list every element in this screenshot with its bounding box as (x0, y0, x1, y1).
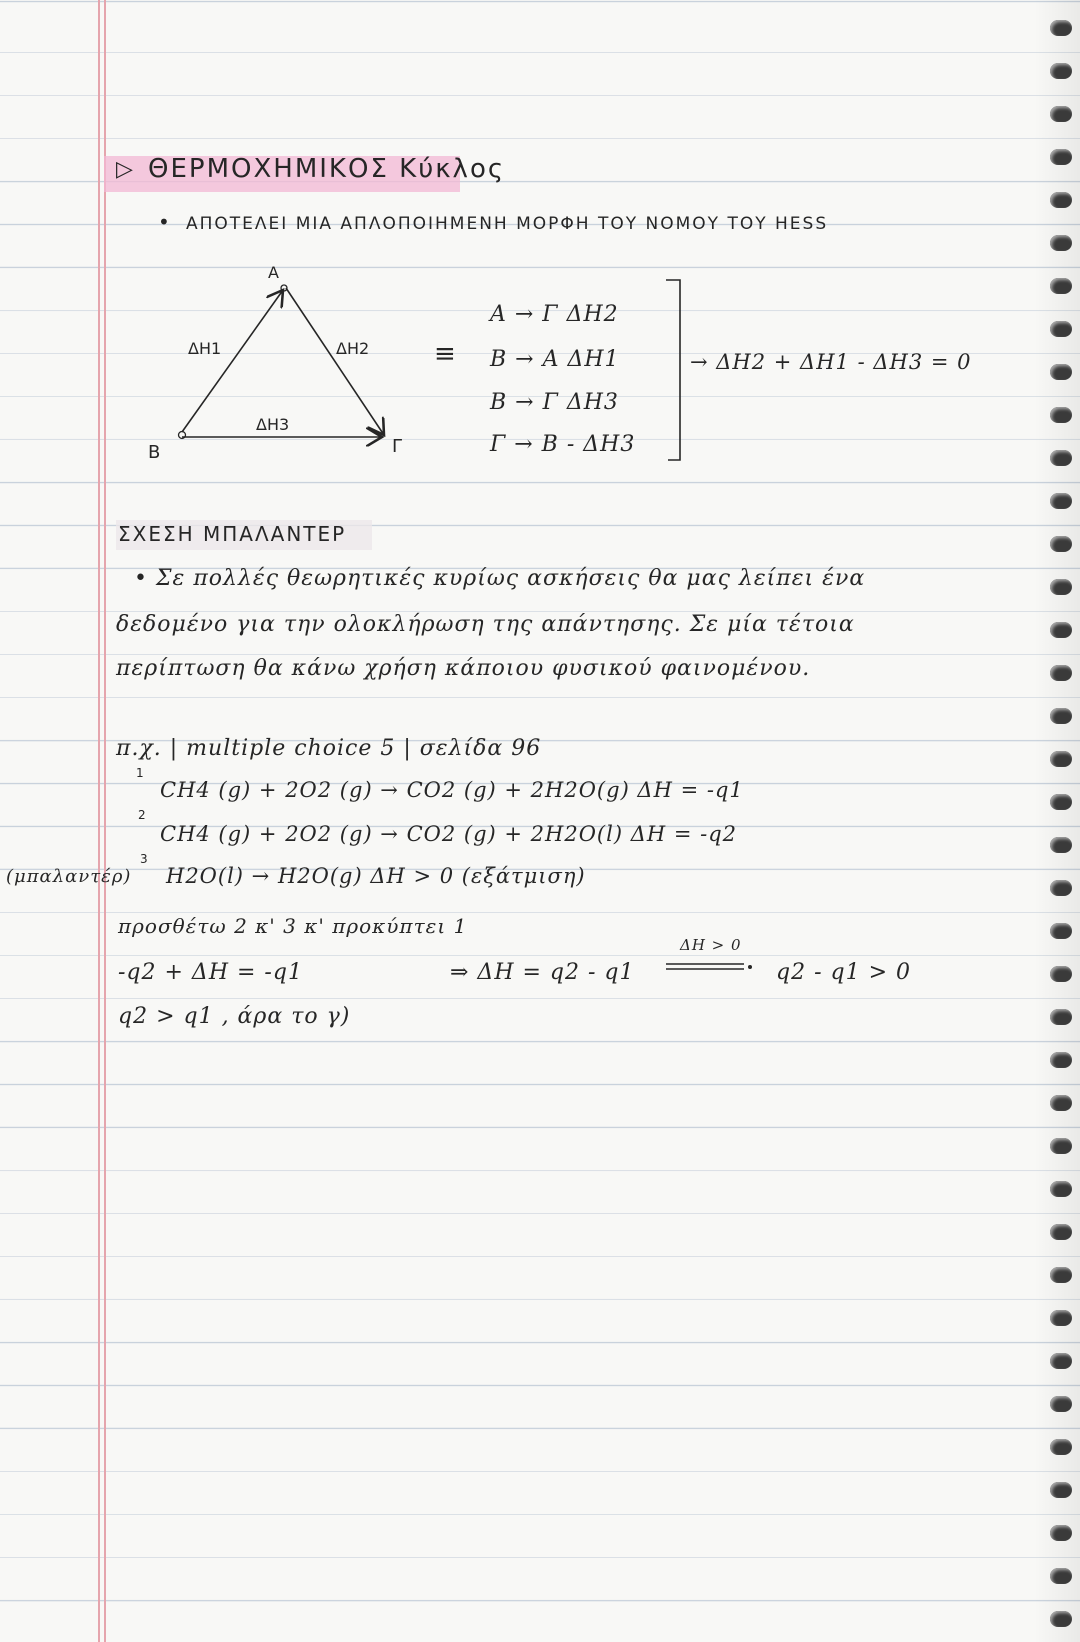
step-2: Β → Α ΔΗ1 (490, 347, 620, 372)
implication-arrow (664, 958, 754, 978)
thermochemical-cycle-diagram (130, 260, 430, 485)
vertex-a-label: A (268, 263, 279, 282)
example-reference: π.χ. | multiple choice 5 | σελίδα 96 (116, 736, 542, 761)
edge-bottom-label: ΔΗ3 (256, 415, 290, 434)
step-3: Β → Γ ΔΗ3 (490, 390, 619, 415)
edge-a-to-g (286, 288, 384, 435)
step-4: Γ → Β - ΔΗ3 (490, 432, 636, 457)
equivalence-sign: ≡ (434, 339, 456, 369)
paragraph-line-2: δεδομένο για την ολοκλήρωση της απάντησης. Σε μία τέτοια (116, 612, 855, 637)
margin-line (98, 0, 100, 1642)
step-1: Α → Γ ΔΗ2 (490, 302, 619, 327)
paragraph-line-1: • Σε πολλές θεωρητικές κυρίως ασκήσεις θα μας λείπει ένα (134, 566, 866, 591)
delta-h-result: ⇒ ΔΗ = q2 - q1 (450, 960, 635, 985)
steps-bracket (664, 278, 684, 464)
reaction-3: H2O(l) → H2O(g) ΔΗ > 0 (εξάτμιση) (166, 864, 586, 888)
conclusion: q2 > q1 , άρα το γ) (118, 1004, 351, 1029)
page-title: ΘΕΡΜΟΧΗΜΙΚΟΣ Κύκλος (148, 154, 506, 184)
edge-right-label: ΔΗ2 (336, 339, 370, 358)
section-title: ΣΧΕΣΗ ΜΠΑΛΑΝΤΕΡ (118, 522, 347, 546)
definition-text: ΑΠΟΤΕΛΕΙ ΜΙΑ ΑΠΛΟΠΟΙΗΜΕΝΗ ΜΟΡΦΗ ΤΟΥ ΝΟΜΟΥ ΤΟΥ HESS (186, 214, 829, 234)
edge-left-label: ΔΗ1 (188, 339, 222, 358)
reaction-2: CH4 (g) + 2O2 (g) → CO2 (g) + 2H2O(l) ΔΗ = -q2 (160, 822, 738, 846)
addition-note: προσθέτω 2 κ' 3 κ' προκύπτει 1 (118, 914, 468, 938)
margin-line-second (104, 0, 106, 1642)
reaction-number-1: 1 (136, 766, 144, 780)
vertex-b-label: B (148, 442, 161, 463)
paragraph-line-3: περίπτωση θα κάνω χρήση κάποιου φυσικού φαινομένου. (116, 656, 811, 681)
spiral-binding (1034, 0, 1080, 1642)
cycle-result: → ΔΗ2 + ΔΗ1 - ΔΗ3 = 0 (690, 350, 972, 374)
reaction-1: CH4 (g) + 2O2 (g) → CO2 (g) + 2H2O(g) ΔΗ = -q1 (160, 778, 744, 802)
edge-b-to-a (182, 290, 283, 432)
arrow-condition: ΔΗ > 0 (680, 936, 742, 954)
reaction-number-2: 2 (138, 808, 146, 822)
vertex-g-label: Γ (392, 436, 403, 457)
reaction-number-3: 3 (140, 852, 148, 866)
title-marker: ▷ (116, 157, 133, 182)
reaction-3-label: (μπαλαντέρ) (6, 866, 132, 887)
definition-bullet: • (158, 210, 170, 234)
sum-equation: -q2 + ΔΗ = -q1 (118, 960, 303, 985)
inequality: q2 - q1 > 0 (776, 960, 911, 985)
